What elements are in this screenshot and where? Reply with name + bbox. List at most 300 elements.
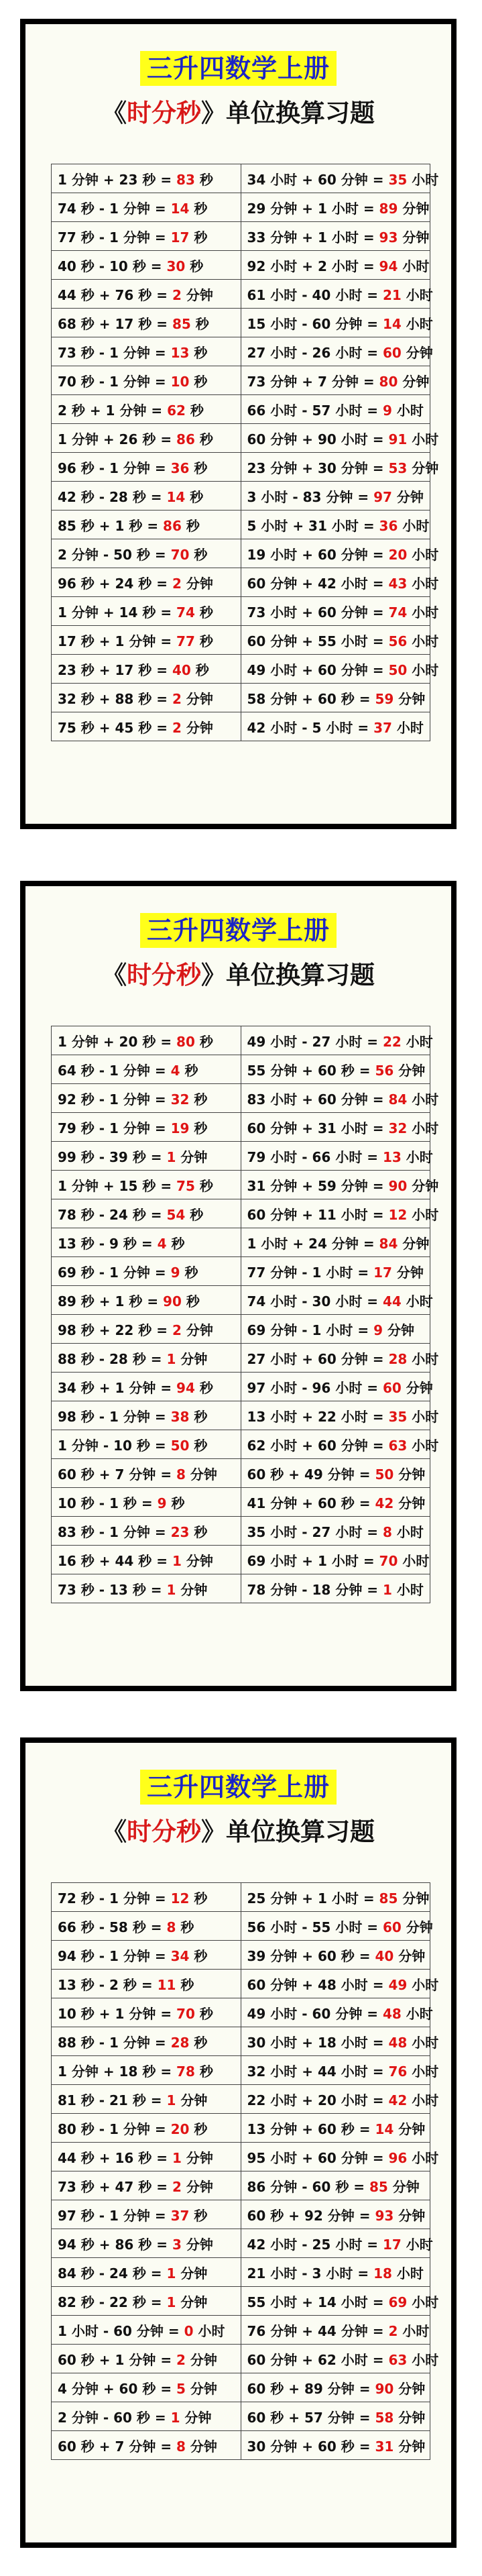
answer-unit: 分钟 <box>176 1581 208 1598</box>
exercise-row <box>52 1084 430 1113</box>
exercise-cell <box>241 1912 433 1941</box>
question-text: 60 秒 + 7 分钟 = <box>58 2438 177 2455</box>
answer-value: 9 <box>373 1322 383 1338</box>
exercise-row <box>52 2229 430 2258</box>
answer-value: 1 <box>166 2294 176 2310</box>
answer-value: 18 <box>373 2265 392 2282</box>
exercise-cell <box>52 1970 241 1998</box>
exercise-cell <box>52 2200 241 2229</box>
question-text: 2 分钟 - 60 秒 = <box>58 2409 171 2426</box>
exercise-cell <box>241 2056 439 2085</box>
answer-value: 14 <box>166 488 186 505</box>
answer-unit: 分钟 <box>394 2409 426 2426</box>
answer-unit: 分钟 <box>398 200 430 217</box>
answer-value: 14 <box>383 315 402 332</box>
answer-unit: 小时 <box>407 1976 439 1993</box>
answer-unit: 秒 <box>189 2034 208 2051</box>
exercise-cell <box>52 568 241 597</box>
subtitle-close-bracket: 》 <box>201 1817 226 1846</box>
answer-unit: 分钟 <box>176 2265 208 2282</box>
exercise-cell <box>52 1171 241 1199</box>
answer-value: 11 <box>157 1976 176 1993</box>
worksheet-3 <box>20 1737 457 2548</box>
answer-unit: 秒 <box>176 1976 194 1993</box>
exercise-row <box>52 1970 430 1998</box>
subtitle-keyword: 时分秒 <box>127 961 201 989</box>
exercise-cell <box>241 1574 430 1603</box>
answer-value: 83 <box>176 171 195 188</box>
exercise-cell <box>52 2114 241 2143</box>
answer-value: 19 <box>170 1120 190 1136</box>
question-text: 73 秒 - 1 分钟 = <box>58 344 171 361</box>
answer-value: 35 <box>388 1408 408 1425</box>
subtitle-rest: 单位换算习题 <box>226 1817 375 1846</box>
answer-value: 3 <box>172 2236 182 2253</box>
exercise-cell <box>241 539 439 568</box>
answer-value: 80 <box>176 1033 195 1050</box>
question-text: 74 小时 - 30 小时 = <box>247 1293 383 1309</box>
answer-unit: 小时 <box>401 2236 433 2253</box>
answer-unit: 小时 <box>401 1148 433 1165</box>
exercise-cell <box>52 1401 241 1430</box>
question-text: 64 秒 - 1 分钟 = <box>58 1062 171 1079</box>
exercise-cell <box>52 222 241 251</box>
exercise-cell <box>52 1373 241 1401</box>
answer-unit: 分钟 <box>398 229 430 246</box>
answer-value: 14 <box>375 2121 394 2137</box>
exercise-cell <box>52 453 241 482</box>
question-text: 5 小时 + 31 小时 = <box>247 517 379 534</box>
exercise-row <box>52 1228 430 1257</box>
exercise-cell <box>52 1286 241 1315</box>
answer-unit: 秒 <box>189 344 208 361</box>
answer-unit: 秒 <box>194 1379 213 1396</box>
answer-value: 8 <box>176 2438 186 2455</box>
question-text: 61 小时 - 40 小时 = <box>247 286 383 303</box>
question-text: 13 分钟 + 60 秒 = <box>247 2121 375 2137</box>
exercise-cell <box>241 2171 430 2200</box>
answer-unit: 秒 <box>180 1062 198 1079</box>
answer-unit: 秒 <box>194 171 213 188</box>
exercise-cell <box>241 424 439 453</box>
answer-value: 75 <box>176 1177 195 1194</box>
answer-unit: 分钟 <box>407 1177 439 1194</box>
answer-unit: 分钟 <box>398 1890 430 1907</box>
exercise-table <box>51 164 439 741</box>
answer-value: 22 <box>383 1033 402 1050</box>
answer-unit: 分钟 <box>383 1322 414 1338</box>
exercise-cell <box>52 1142 241 1171</box>
exercise-row <box>52 1286 430 1315</box>
answer-value: 84 <box>379 1235 398 1252</box>
subtitle-open-bracket: 《 <box>102 1817 127 1846</box>
answer-unit: 分钟 <box>181 690 213 707</box>
exercise-cell <box>241 655 439 684</box>
exercise-row <box>52 539 430 568</box>
answer-value: 2 <box>172 690 182 707</box>
question-text: 30 小时 + 18 小时 = <box>247 2034 389 2051</box>
answer-value: 17 <box>383 2236 402 2253</box>
exercise-cell <box>241 511 430 539</box>
question-text: 44 秒 + 16 秒 = <box>58 2149 172 2166</box>
question-text: 94 秒 + 86 秒 = <box>58 2236 172 2253</box>
answer-unit: 分钟 <box>394 2438 426 2455</box>
answer-value: 2 <box>388 2322 398 2339</box>
answer-unit: 秒 <box>189 200 208 217</box>
answer-unit: 小时 <box>398 517 430 534</box>
answer-value: 2 <box>172 575 182 592</box>
exercise-cell <box>52 1315 241 1344</box>
exercise-cell <box>241 1401 439 1430</box>
exercise-cell <box>52 1912 241 1941</box>
question-text: 42 小时 - 5 小时 = <box>247 719 374 736</box>
question-text: 21 小时 - 3 小时 = <box>247 2265 374 2282</box>
exercise-cell <box>241 1113 439 1142</box>
exercise-cell <box>52 424 241 453</box>
answer-unit: 秒 <box>189 460 208 476</box>
question-text: 13 小时 + 22 小时 = <box>247 1408 389 1425</box>
answer-value: 13 <box>170 344 190 361</box>
answer-value: 91 <box>388 431 408 447</box>
answer-unit: 分钟 <box>391 1264 424 1281</box>
answer-unit: 小时 <box>391 402 424 419</box>
answer-value: 9 <box>170 1264 180 1281</box>
answer-unit: 秒 <box>166 1495 185 1511</box>
exercise-cell <box>52 2229 241 2258</box>
exercise-row <box>52 366 430 395</box>
answer-unit: 小时 <box>398 2322 430 2339</box>
answer-unit: 分钟 <box>180 2409 212 2426</box>
question-text: 70 秒 - 1 分钟 = <box>58 373 171 390</box>
answer-unit: 分钟 <box>394 1947 426 1964</box>
exercise-table <box>51 1026 439 1603</box>
exercise-cell <box>52 1574 241 1603</box>
question-text: 83 秒 - 1 分钟 = <box>58 1523 171 1540</box>
answer-value: 70 <box>379 1552 398 1569</box>
exercise-cell <box>241 2085 439 2114</box>
answer-value: 13 <box>383 1148 402 1165</box>
exercise-cell <box>52 164 241 193</box>
question-text: 60 分钟 + 42 小时 = <box>247 575 389 592</box>
answer-unit: 分钟 <box>176 2294 208 2310</box>
answer-value: 1 <box>166 1350 176 1367</box>
question-text: 49 小时 - 27 小时 = <box>247 1033 383 1050</box>
exercise-cell <box>241 712 430 741</box>
answer-value: 12 <box>388 1206 408 1223</box>
answer-unit: 分钟 <box>181 1552 213 1569</box>
question-text: 89 秒 + 1 秒 = <box>58 1293 164 1309</box>
answer-value: 20 <box>388 546 408 563</box>
question-text: 96 秒 + 24 秒 = <box>58 575 172 592</box>
answer-unit: 秒 <box>189 373 208 390</box>
answer-value: 85 <box>379 1890 398 1907</box>
exercise-cell <box>241 1373 433 1401</box>
question-text: 29 分钟 + 1 小时 = <box>247 200 379 217</box>
answer-unit: 小时 <box>407 546 439 563</box>
answer-unit: 小时 <box>407 1408 439 1425</box>
exercise-cell <box>52 1113 241 1142</box>
question-text: 96 秒 - 1 分钟 = <box>58 460 171 476</box>
answer-unit: 小时 <box>407 1350 439 1367</box>
answer-value: 63 <box>388 2351 408 2368</box>
answer-value: 90 <box>163 1293 182 1309</box>
answer-unit: 小时 <box>391 2265 424 2282</box>
answer-unit: 小时 <box>398 1552 430 1569</box>
answer-value: 63 <box>388 1437 408 1454</box>
exercise-cell <box>241 626 439 655</box>
question-text: 42 秒 - 28 秒 = <box>58 488 167 505</box>
subtitle-keyword: 时分秒 <box>127 1817 201 1846</box>
exercise-row <box>52 482 430 511</box>
answer-unit: 分钟 <box>185 2438 217 2455</box>
answer-unit: 秒 <box>185 258 204 274</box>
exercise-cell <box>52 395 241 424</box>
exercise-cell <box>241 482 430 511</box>
question-text: 23 分钟 + 30 分钟 = <box>247 460 389 476</box>
answer-unit: 小时 <box>407 661 439 678</box>
answer-unit: 秒 <box>176 1919 194 1935</box>
answer-unit: 小时 <box>407 2294 439 2310</box>
exercise-cell <box>52 2287 241 2316</box>
question-text: 60 分钟 + 62 小时 = <box>247 2351 389 2368</box>
exercise-row <box>52 2316 430 2345</box>
question-text: 99 秒 - 39 秒 = <box>58 1148 167 1165</box>
answer-unit: 秒 <box>189 2207 208 2224</box>
exercise-cell <box>241 1142 433 1171</box>
answer-unit: 分钟 <box>181 1322 213 1338</box>
exercise-cell <box>241 2345 439 2373</box>
exercise-cell <box>52 251 241 280</box>
question-text: 2 分钟 - 50 秒 = <box>58 546 171 563</box>
exercise-cell <box>52 1084 241 1113</box>
question-text: 94 秒 - 1 分钟 = <box>58 1947 171 1964</box>
worksheet-subtitle <box>25 94 451 133</box>
answer-unit: 秒 <box>181 517 200 534</box>
exercise-row <box>52 2287 430 2316</box>
question-text: 60 秒 + 1 分钟 = <box>58 2351 177 2368</box>
answer-value: 86 <box>176 431 195 447</box>
question-text: 97 秒 - 1 分钟 = <box>58 2207 171 2224</box>
answer-value: 1 <box>166 2265 176 2282</box>
question-text: 60 秒 + 92 分钟 = <box>247 2207 375 2224</box>
answer-unit: 秒 <box>189 1091 208 1108</box>
exercise-cell <box>241 597 439 626</box>
answer-unit: 秒 <box>190 315 209 332</box>
answer-value: 56 <box>375 1062 394 1079</box>
exercise-row <box>52 2373 430 2402</box>
question-text: 42 小时 - 25 小时 = <box>247 2236 383 2253</box>
answer-value: 70 <box>176 2005 195 2022</box>
answer-value: 17 <box>373 1264 392 1281</box>
answer-value: 10 <box>170 373 190 390</box>
question-text: 30 分钟 + 60 秒 = <box>247 2438 375 2455</box>
answer-value: 62 <box>167 402 186 419</box>
question-text: 88 秒 - 28 秒 = <box>58 1350 167 1367</box>
question-text: 17 秒 + 1 分钟 = <box>58 633 177 649</box>
exercise-cell <box>52 1459 241 1488</box>
exercise-row <box>52 1026 430 1055</box>
answer-unit: 秒 <box>189 546 208 563</box>
subtitle-open-bracket: 《 <box>102 99 127 127</box>
title-wrap <box>25 24 451 86</box>
question-text: 72 秒 - 1 分钟 = <box>58 1890 171 1907</box>
answer-unit: 秒 <box>190 661 209 678</box>
answer-unit: 小时 <box>407 1120 439 1136</box>
answer-value: 9 <box>157 1495 167 1511</box>
exercise-cell <box>52 309 241 337</box>
exercise-cell <box>241 1941 430 1970</box>
exercise-row <box>52 2171 430 2200</box>
answer-unit: 小时 <box>407 2092 439 2108</box>
exercise-cell <box>52 1055 241 1084</box>
answer-value: 90 <box>375 2380 394 2397</box>
exercise-table <box>51 1882 439 2460</box>
question-text: 33 分钟 + 1 小时 = <box>247 229 379 246</box>
answer-unit: 小时 <box>401 2005 433 2022</box>
answer-unit: 分钟 <box>181 719 213 736</box>
exercise-cell <box>241 1459 430 1488</box>
answer-value: 93 <box>375 2207 394 2224</box>
answer-unit: 小时 <box>401 315 433 332</box>
answer-unit: 分钟 <box>181 2178 213 2195</box>
answer-value: 90 <box>388 1177 408 1194</box>
exercise-cell <box>241 395 430 424</box>
question-text: 83 小时 + 60 分钟 = <box>247 1091 389 1108</box>
answer-value: 40 <box>172 661 191 678</box>
answer-unit: 秒 <box>180 1264 198 1281</box>
answer-unit: 分钟 <box>401 344 433 361</box>
exercise-row <box>52 1998 430 2027</box>
exercise-cell <box>52 539 241 568</box>
question-text: 73 分钟 + 7 分钟 = <box>247 373 379 390</box>
answer-value: 4 <box>170 1062 180 1079</box>
subtitle-close-bracket: 》 <box>201 99 226 127</box>
answer-unit: 秒 <box>194 1177 213 1194</box>
answer-value: 60 <box>383 1379 402 1396</box>
question-text: 69 小时 + 1 小时 = <box>247 1552 379 1569</box>
question-text: 22 小时 + 20 小时 = <box>247 2092 389 2108</box>
question-text: 27 小时 - 26 小时 = <box>247 344 383 361</box>
answer-value: 37 <box>373 719 392 736</box>
answer-unit: 分钟 <box>176 1148 208 1165</box>
answer-value: 60 <box>383 1919 402 1935</box>
answer-value: 32 <box>170 1091 190 1108</box>
question-text: 34 小时 + 60 分钟 = <box>247 171 389 188</box>
exercise-row <box>52 2402 430 2431</box>
answer-value: 2 <box>172 2178 182 2195</box>
question-text: 79 秒 - 1 分钟 = <box>58 1120 171 1136</box>
exercise-row <box>52 2258 430 2287</box>
answer-value: 9 <box>383 402 392 419</box>
answer-value: 1 <box>383 1581 392 1598</box>
question-text: 95 小时 + 60 分钟 = <box>247 2149 389 2166</box>
answer-unit: 秒 <box>194 2005 213 2022</box>
answer-unit: 分钟 <box>394 1466 426 1483</box>
answer-unit: 小时 <box>193 2322 225 2339</box>
answer-value: 1 <box>166 1581 176 1598</box>
exercise-cell <box>52 684 241 712</box>
exercise-row <box>52 251 430 280</box>
exercise-cell <box>241 164 439 193</box>
question-text: 25 分钟 + 1 小时 = <box>247 1890 379 1907</box>
exercise-row <box>52 2200 430 2229</box>
exercise-cell <box>241 1488 430 1517</box>
question-text: 84 秒 - 24 秒 = <box>58 2265 167 2282</box>
exercise-row <box>52 2056 430 2085</box>
question-text: 81 秒 - 21 秒 = <box>58 2092 167 2108</box>
answer-value: 70 <box>170 546 190 563</box>
exercise-row <box>52 2027 430 2056</box>
exercise-cell <box>241 1883 430 1912</box>
exercise-cell <box>241 2316 430 2345</box>
exercise-cell <box>52 1026 241 1055</box>
answer-value: 0 <box>184 2322 194 2339</box>
exercise-row <box>52 424 430 453</box>
answer-unit: 分钟 <box>181 2149 213 2166</box>
exercise-cell <box>241 193 430 222</box>
question-text: 1 小时 + 24 分钟 = <box>247 1235 379 1252</box>
exercise-cell <box>52 2085 241 2114</box>
exercise-cell <box>241 1055 430 1084</box>
answer-unit: 小时 <box>407 1437 439 1454</box>
exercise-row <box>52 222 430 251</box>
question-text: 32 小时 + 44 小时 = <box>247 2063 389 2080</box>
question-text: 35 小时 - 27 小时 = <box>247 1523 383 1540</box>
question-text: 77 秒 - 1 分钟 = <box>58 229 171 246</box>
exercise-cell <box>52 1344 241 1373</box>
exercise-row <box>52 1373 430 1401</box>
exercise-row <box>52 626 430 655</box>
exercise-row <box>52 1883 430 1912</box>
answer-value: 20 <box>170 2121 190 2137</box>
answer-value: 37 <box>170 2207 190 2224</box>
answer-unit: 分钟 <box>185 1466 217 1483</box>
exercise-cell <box>241 2287 439 2316</box>
exercise-cell <box>52 280 241 309</box>
answer-value: 86 <box>163 517 182 534</box>
exercise-cell <box>52 2316 241 2345</box>
question-text: 23 秒 + 17 秒 = <box>58 661 172 678</box>
answer-value: 1 <box>170 2409 180 2426</box>
exercise-cell <box>52 2056 241 2085</box>
question-text: 27 小时 + 60 分钟 = <box>247 1350 389 1367</box>
answer-unit: 秒 <box>194 1033 213 1050</box>
exercise-row <box>52 2345 430 2373</box>
exercise-row <box>52 1401 430 1430</box>
question-text: 41 分钟 + 60 秒 = <box>247 1495 375 1511</box>
answer-value: 38 <box>170 1408 190 1425</box>
answer-unit: 分钟 <box>181 575 213 592</box>
answer-value: 56 <box>388 633 408 649</box>
exercise-cell <box>241 309 433 337</box>
exercise-row <box>52 395 430 424</box>
answer-unit: 分钟 <box>185 2380 217 2397</box>
answer-value: 4 <box>157 1235 167 1252</box>
exercise-cell <box>241 222 430 251</box>
answer-unit: 秒 <box>189 1947 208 1964</box>
question-text: 1 分钟 + 14 秒 = <box>58 604 177 621</box>
question-text: 62 小时 + 60 分钟 = <box>247 1437 389 1454</box>
answer-value: 5 <box>176 2380 186 2397</box>
answer-value: 44 <box>383 1293 402 1309</box>
exercise-row <box>52 597 430 626</box>
title-wrap <box>25 886 451 948</box>
question-text: 82 秒 - 22 秒 = <box>58 2294 167 2310</box>
question-text: 49 小时 - 60 分钟 = <box>247 2005 383 2022</box>
exercise-cell <box>52 366 241 395</box>
answer-value: 60 <box>383 344 402 361</box>
answer-unit: 秒 <box>185 402 204 419</box>
